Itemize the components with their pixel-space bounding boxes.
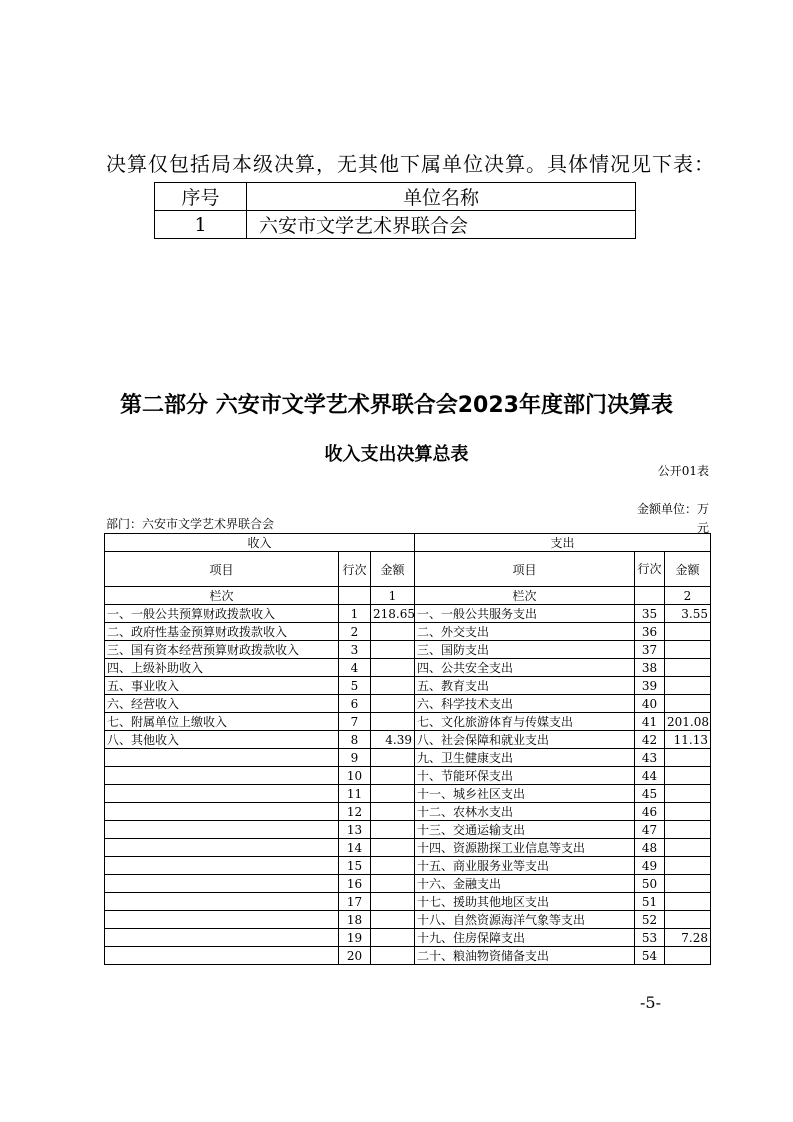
table-row bbox=[105, 893, 711, 911]
income-amount bbox=[371, 767, 415, 785]
expense-line: 53 bbox=[635, 929, 665, 947]
income-item: 三、国有资本经营预算财政拨款收入 bbox=[105, 641, 339, 659]
expense-line: 35 bbox=[635, 605, 665, 623]
table-row bbox=[105, 641, 711, 659]
expense-amount bbox=[665, 803, 711, 821]
units-table bbox=[154, 182, 636, 239]
income-line: 7 bbox=[339, 713, 371, 731]
expense-item: 七、文化旅游体育与传媒支出 bbox=[415, 713, 635, 731]
income-line: 19 bbox=[339, 929, 371, 947]
table-row bbox=[105, 677, 711, 695]
expense-amount bbox=[665, 875, 711, 893]
units-header-seq: 序号 bbox=[155, 183, 247, 211]
expense-amount: 3.55 bbox=[665, 605, 711, 623]
expense-item: 四、公共安全支出 bbox=[415, 659, 635, 677]
expense-amount bbox=[665, 821, 711, 839]
table-row bbox=[105, 875, 711, 893]
income-item bbox=[105, 929, 339, 947]
expense-item: 二、外交支出 bbox=[415, 623, 635, 641]
expense-item: 八、社会保障和就业支出 bbox=[415, 731, 635, 749]
expense-amount bbox=[665, 695, 711, 713]
expense-line: 42 bbox=[635, 731, 665, 749]
income-item bbox=[105, 767, 339, 785]
table-row bbox=[105, 605, 711, 623]
income-item bbox=[105, 857, 339, 875]
units-header-name: 单位名称 bbox=[247, 183, 636, 211]
expense-item: 十三、交通运输支出 bbox=[415, 821, 635, 839]
table-row bbox=[105, 857, 711, 875]
expense-item: 十四、资源勘探工业信息等支出 bbox=[415, 839, 635, 857]
expense-line: 48 bbox=[635, 839, 665, 857]
expense-line: 44 bbox=[635, 767, 665, 785]
expense-item: 三、国防支出 bbox=[415, 641, 635, 659]
units-cell-seq: 1 bbox=[155, 211, 247, 239]
income-amount bbox=[371, 875, 415, 893]
income-amount bbox=[371, 803, 415, 821]
income-amount bbox=[371, 947, 415, 965]
expense-item: 五、教育支出 bbox=[415, 677, 635, 695]
income-line: 4 bbox=[339, 659, 371, 677]
income-seq-label: 栏次 bbox=[105, 587, 339, 605]
income-item: 二、政府性基金预算财政拨款收入 bbox=[105, 623, 339, 641]
table-row bbox=[105, 911, 711, 929]
table-row bbox=[105, 731, 711, 749]
income-item bbox=[105, 839, 339, 857]
income-line: 8 bbox=[339, 731, 371, 749]
expense-amount: 201.08 bbox=[665, 713, 711, 731]
income-amount bbox=[371, 821, 415, 839]
expense-amount bbox=[665, 677, 711, 695]
income-seq-number: 1 bbox=[371, 587, 415, 605]
department-label: 部门：六安市文学艺术界联合会 bbox=[106, 517, 275, 531]
income-line: 16 bbox=[339, 875, 371, 893]
income-item bbox=[105, 749, 339, 767]
income-amount bbox=[371, 911, 415, 929]
expense-item: 九、卫生健康支出 bbox=[415, 749, 635, 767]
expense-item: 十一、城乡社区支出 bbox=[415, 785, 635, 803]
income-item bbox=[105, 821, 339, 839]
expense-line: 51 bbox=[635, 893, 665, 911]
expense-item: 十六、金融支出 bbox=[415, 875, 635, 893]
income-item bbox=[105, 803, 339, 821]
expense-col-item: 项目 bbox=[415, 552, 635, 587]
income-amount bbox=[371, 659, 415, 677]
expense-amount bbox=[665, 641, 711, 659]
expense-seq-label: 栏次 bbox=[415, 587, 635, 605]
income-line: 10 bbox=[339, 767, 371, 785]
expense-line: 46 bbox=[635, 803, 665, 821]
expense-item: 十八、自然资源海洋气象等支出 bbox=[415, 911, 635, 929]
expense-item: 十七、援助其他地区支出 bbox=[415, 893, 635, 911]
income-line: 2 bbox=[339, 623, 371, 641]
income-line: 11 bbox=[339, 785, 371, 803]
expense-line: 43 bbox=[635, 749, 665, 767]
income-item: 八、其他收入 bbox=[105, 731, 339, 749]
expense-amount bbox=[665, 767, 711, 785]
income-amount bbox=[371, 623, 415, 641]
income-amount bbox=[371, 857, 415, 875]
income-amount bbox=[371, 929, 415, 947]
table-row bbox=[105, 947, 711, 965]
income-expense-table bbox=[104, 533, 711, 965]
expense-item: 十、节能环保支出 bbox=[415, 767, 635, 785]
income-header: 收入 bbox=[105, 534, 415, 552]
table-row bbox=[105, 803, 711, 821]
income-line: 17 bbox=[339, 893, 371, 911]
income-line: 18 bbox=[339, 911, 371, 929]
income-item: 一、一般公共预算财政拨款收入 bbox=[105, 605, 339, 623]
income-line: 5 bbox=[339, 677, 371, 695]
expense-item: 十二、农林水支出 bbox=[415, 803, 635, 821]
income-col-amount: 金额 bbox=[371, 552, 415, 587]
table-body bbox=[105, 605, 711, 965]
expense-line: 37 bbox=[635, 641, 665, 659]
units-cell-name: 六安市文学艺术界联合会 bbox=[247, 211, 636, 239]
expense-amount: 11.13 bbox=[665, 731, 711, 749]
expense-line: 50 bbox=[635, 875, 665, 893]
expense-amount bbox=[665, 749, 711, 767]
income-line: 13 bbox=[339, 821, 371, 839]
expense-amount bbox=[665, 911, 711, 929]
income-amount bbox=[371, 695, 415, 713]
part-title: 第二部分 六安市文学艺术界联合会2023年度部门决算表 bbox=[120, 393, 673, 418]
page-number: -5- bbox=[640, 993, 661, 1012]
intro-text: 决算仅包括局本级决算，无其他下属单位决算。具体情况见下表： bbox=[106, 152, 715, 176]
income-line: 15 bbox=[339, 857, 371, 875]
table-code: 公开01表 bbox=[657, 464, 709, 478]
income-item: 五、事业收入 bbox=[105, 677, 339, 695]
expense-line: 41 bbox=[635, 713, 665, 731]
income-amount: 4.39 bbox=[371, 731, 415, 749]
income-line: 14 bbox=[339, 839, 371, 857]
expense-line: 40 bbox=[635, 695, 665, 713]
table-row bbox=[105, 659, 711, 677]
income-amount: 218.65 bbox=[371, 605, 415, 623]
income-line: 9 bbox=[339, 749, 371, 767]
expense-amount bbox=[665, 857, 711, 875]
income-amount bbox=[371, 893, 415, 911]
expense-line: 36 bbox=[635, 623, 665, 641]
income-amount bbox=[371, 839, 415, 857]
income-line: 20 bbox=[339, 947, 371, 965]
income-line: 12 bbox=[339, 803, 371, 821]
table-row bbox=[105, 785, 711, 803]
expense-line: 38 bbox=[635, 659, 665, 677]
income-item bbox=[105, 947, 339, 965]
table-row bbox=[105, 749, 711, 767]
expense-amount bbox=[665, 623, 711, 641]
income-item bbox=[105, 893, 339, 911]
income-col-line: 行次 bbox=[339, 552, 371, 587]
expense-amount bbox=[665, 659, 711, 677]
expense-line: 52 bbox=[635, 911, 665, 929]
expense-amount: 7.28 bbox=[665, 929, 711, 947]
expense-col-amount: 金额 bbox=[665, 552, 711, 587]
income-col-item: 项目 bbox=[105, 552, 339, 587]
expense-amount bbox=[665, 785, 711, 803]
income-item bbox=[105, 875, 339, 893]
expense-seq-blank bbox=[635, 587, 665, 605]
amount-unit: 金额单位：万元 bbox=[636, 502, 709, 535]
table-title: 收入支出决算总表 bbox=[324, 444, 469, 465]
income-item: 四、上级补助收入 bbox=[105, 659, 339, 677]
expense-amount bbox=[665, 893, 711, 911]
expense-item: 一、一般公共服务支出 bbox=[415, 605, 635, 623]
income-item bbox=[105, 785, 339, 803]
expense-line: 45 bbox=[635, 785, 665, 803]
income-seq-blank bbox=[339, 587, 371, 605]
expense-item: 十九、住房保障支出 bbox=[415, 929, 635, 947]
expense-item: 十五、商业服务业等支出 bbox=[415, 857, 635, 875]
table-row bbox=[105, 713, 711, 731]
income-amount bbox=[371, 749, 415, 767]
expense-col-line: 行次 bbox=[635, 552, 665, 587]
income-amount bbox=[371, 713, 415, 731]
income-amount bbox=[371, 641, 415, 659]
expense-line: 47 bbox=[635, 821, 665, 839]
expense-header: 支出 bbox=[415, 534, 711, 552]
income-line: 3 bbox=[339, 641, 371, 659]
expense-line: 39 bbox=[635, 677, 665, 695]
expense-amount bbox=[665, 947, 711, 965]
expense-amount bbox=[665, 839, 711, 857]
expense-line: 49 bbox=[635, 857, 665, 875]
table-row bbox=[105, 929, 711, 947]
table-row bbox=[105, 623, 711, 641]
expense-item: 二十、粮油物资储备支出 bbox=[415, 947, 635, 965]
income-line: 6 bbox=[339, 695, 371, 713]
expense-line: 54 bbox=[635, 947, 665, 965]
income-item bbox=[105, 911, 339, 929]
expense-item: 六、科学技术支出 bbox=[415, 695, 635, 713]
table-row bbox=[105, 695, 711, 713]
income-amount bbox=[371, 785, 415, 803]
table-row bbox=[105, 839, 711, 857]
income-line: 1 bbox=[339, 605, 371, 623]
table-row bbox=[105, 767, 711, 785]
table-row bbox=[105, 821, 711, 839]
income-amount bbox=[371, 677, 415, 695]
income-item: 七、附属单位上缴收入 bbox=[105, 713, 339, 731]
expense-seq-number: 2 bbox=[665, 587, 711, 605]
income-item: 六、经营收入 bbox=[105, 695, 339, 713]
